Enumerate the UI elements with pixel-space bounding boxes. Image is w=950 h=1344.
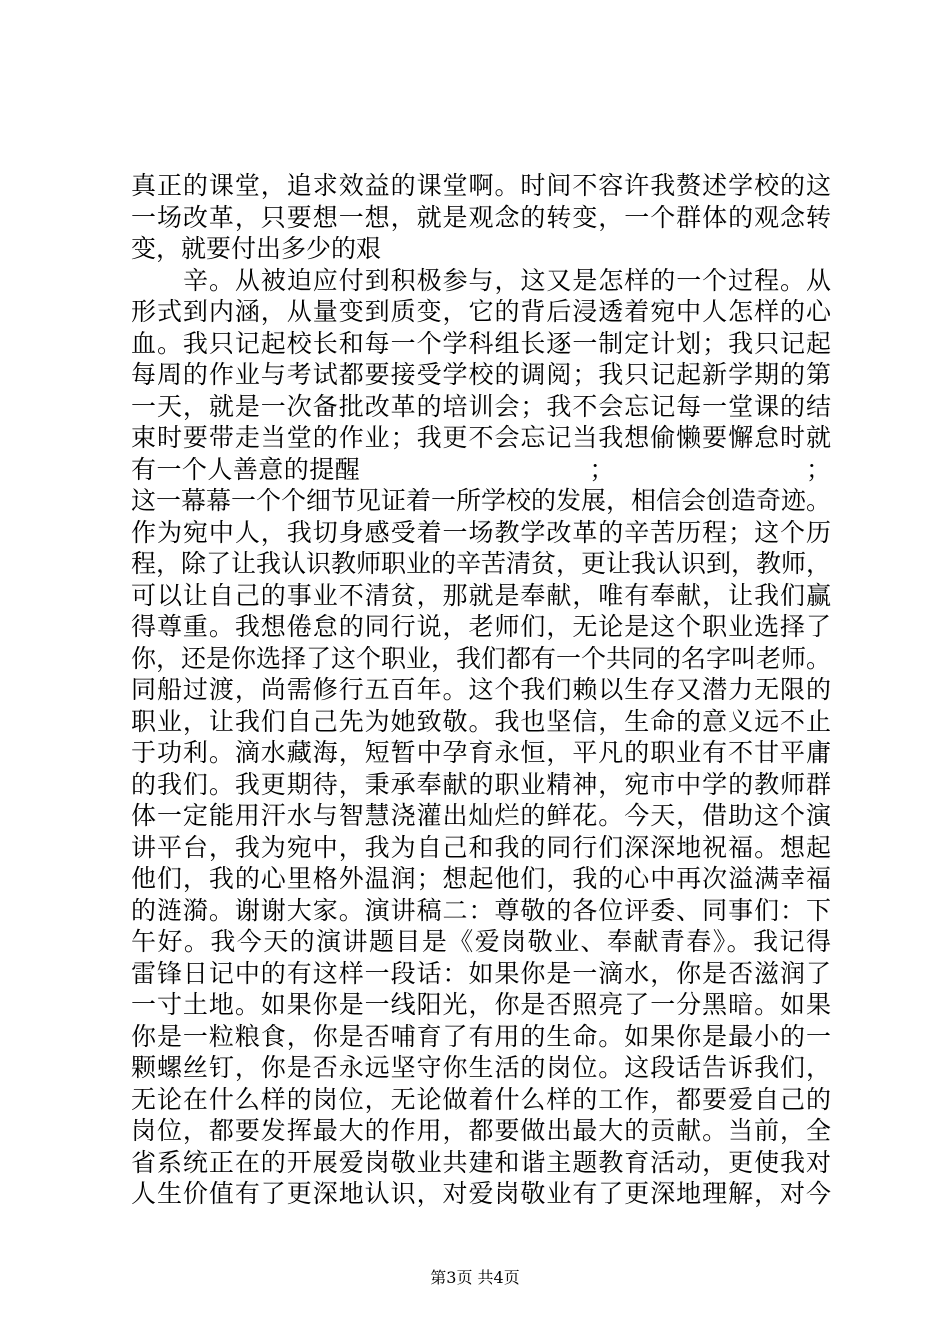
text-line: 每周的作业与考试都要接受学校的调阅；我只记起新学期的第 <box>131 360 831 389</box>
text-line: 于功利。滴水藏海，短暂中孕育永恒，平凡的职业有不甘平庸 <box>131 738 831 767</box>
text-line: 午好。我今天的演讲题目是《爱岗敬业、奉献青春》。我记得 <box>131 927 831 956</box>
text-line: 血。我只记起校长和每一个学科组长逐一制定计划；我只记起 <box>131 328 831 358</box>
text-line: 真正的课堂，追求效益的课堂啊。时间不容许我赘述学校的这 <box>131 171 831 200</box>
text-line: 的涟漪。谢谢大家。演讲稿二：尊敬的各位评委、同事们：下 <box>131 895 831 925</box>
text-line: 讲平台，我为宛中，我为自己和我的同行们深深地祝福。想起 <box>131 832 831 862</box>
text-line: 岗位，都要发挥最大的作用，都要做出最大的贡献。当前，全 <box>131 1116 831 1145</box>
text-line: 得尊重。我想倦怠的同行说，老师们，无论是这个职业选择了 <box>131 612 831 641</box>
text-line: 你，还是你选择了这个职业，我们都有一个共同的名字叫老师。 <box>131 643 831 673</box>
text-line: 变，就要付出多少的艰 <box>131 234 382 263</box>
text-line: 作为宛中人，我切身感受着一场教学改革的辛苦历程；这个历 <box>131 517 831 547</box>
document-body <box>131 170 831 1210</box>
text-line: 有一个人善意的提醒 ； ； <box>131 454 831 484</box>
text-line: 可以让自己的事业不清贫，那就是奉献，唯有奉献，让我们赢 <box>131 580 831 610</box>
text-line: 一寸土地。如果你是一线阳光，你是否照亮了一分黑暗。如果 <box>131 990 831 1019</box>
text-line: 辛。从被迫应付到积极参与，这又是怎样的一个过程。从 <box>183 265 831 295</box>
text-line: 束时要带走当堂的作业；我更不会忘记当我想偷懒要懈怠时就 <box>131 423 831 452</box>
text-line: 程，除了让我认识教师职业的辛苦清贫，更让我认识到，教师， <box>131 549 831 578</box>
text-line: 一天，就是一次备批改革的培训会；我不会忘记每一堂课的结 <box>131 391 831 421</box>
text-line: 颗螺丝钉，你是否永远坚守你生活的岗位。这段话告诉我们， <box>131 1053 831 1082</box>
text-line: 人生价值有了更深地认识，对爱岗敬业有了更深地理解，对今 <box>131 1179 831 1208</box>
text-line: 体一定能用汗水与智慧浇灌出灿烂的鲜花。今天，借助这个演 <box>131 801 831 830</box>
text-line: 的我们。我更期待，秉承奉献的职业精神，宛市中学的教师群 <box>131 769 831 799</box>
text-line: 这一幕幕一个个细节见证着一所学校的发展，相信会创造奇迹。 <box>131 486 831 515</box>
text-line: 雷锋日记中的有这样一段话：如果你是一滴水，你是否滋润了 <box>131 958 831 988</box>
text-line: 同船过渡，尚需修行五百年。这个我们赖以生存又潜力无限的 <box>131 675 831 704</box>
text-line: 省系统正在的开展爱岗敬业共建和谐主题教育活动，更使我对 <box>131 1147 831 1177</box>
text-line: 他们，我的心里格外温润；想起他们，我的心中再次溢满幸福 <box>131 864 831 893</box>
text-line: 职业，让我们自己先为她致敬。我也坚信，生命的意义远不止 <box>131 706 831 736</box>
page-footer: 第3页 共4页 <box>430 1268 520 1287</box>
text-line: 你是一粒粮食，你是否哺育了有用的生命。如果你是最小的一 <box>131 1021 831 1051</box>
text-line: 一场改革，只要想一想，就是观念的转变，一个群体的观念转 <box>131 202 831 232</box>
text-line: 形式到内涵，从量变到质变，它的背后浸透着宛中人怎样的心 <box>131 297 831 326</box>
text-line: 无论在什么样的岗位，无论做着什么样的工作，都要爱自己的 <box>131 1084 831 1114</box>
